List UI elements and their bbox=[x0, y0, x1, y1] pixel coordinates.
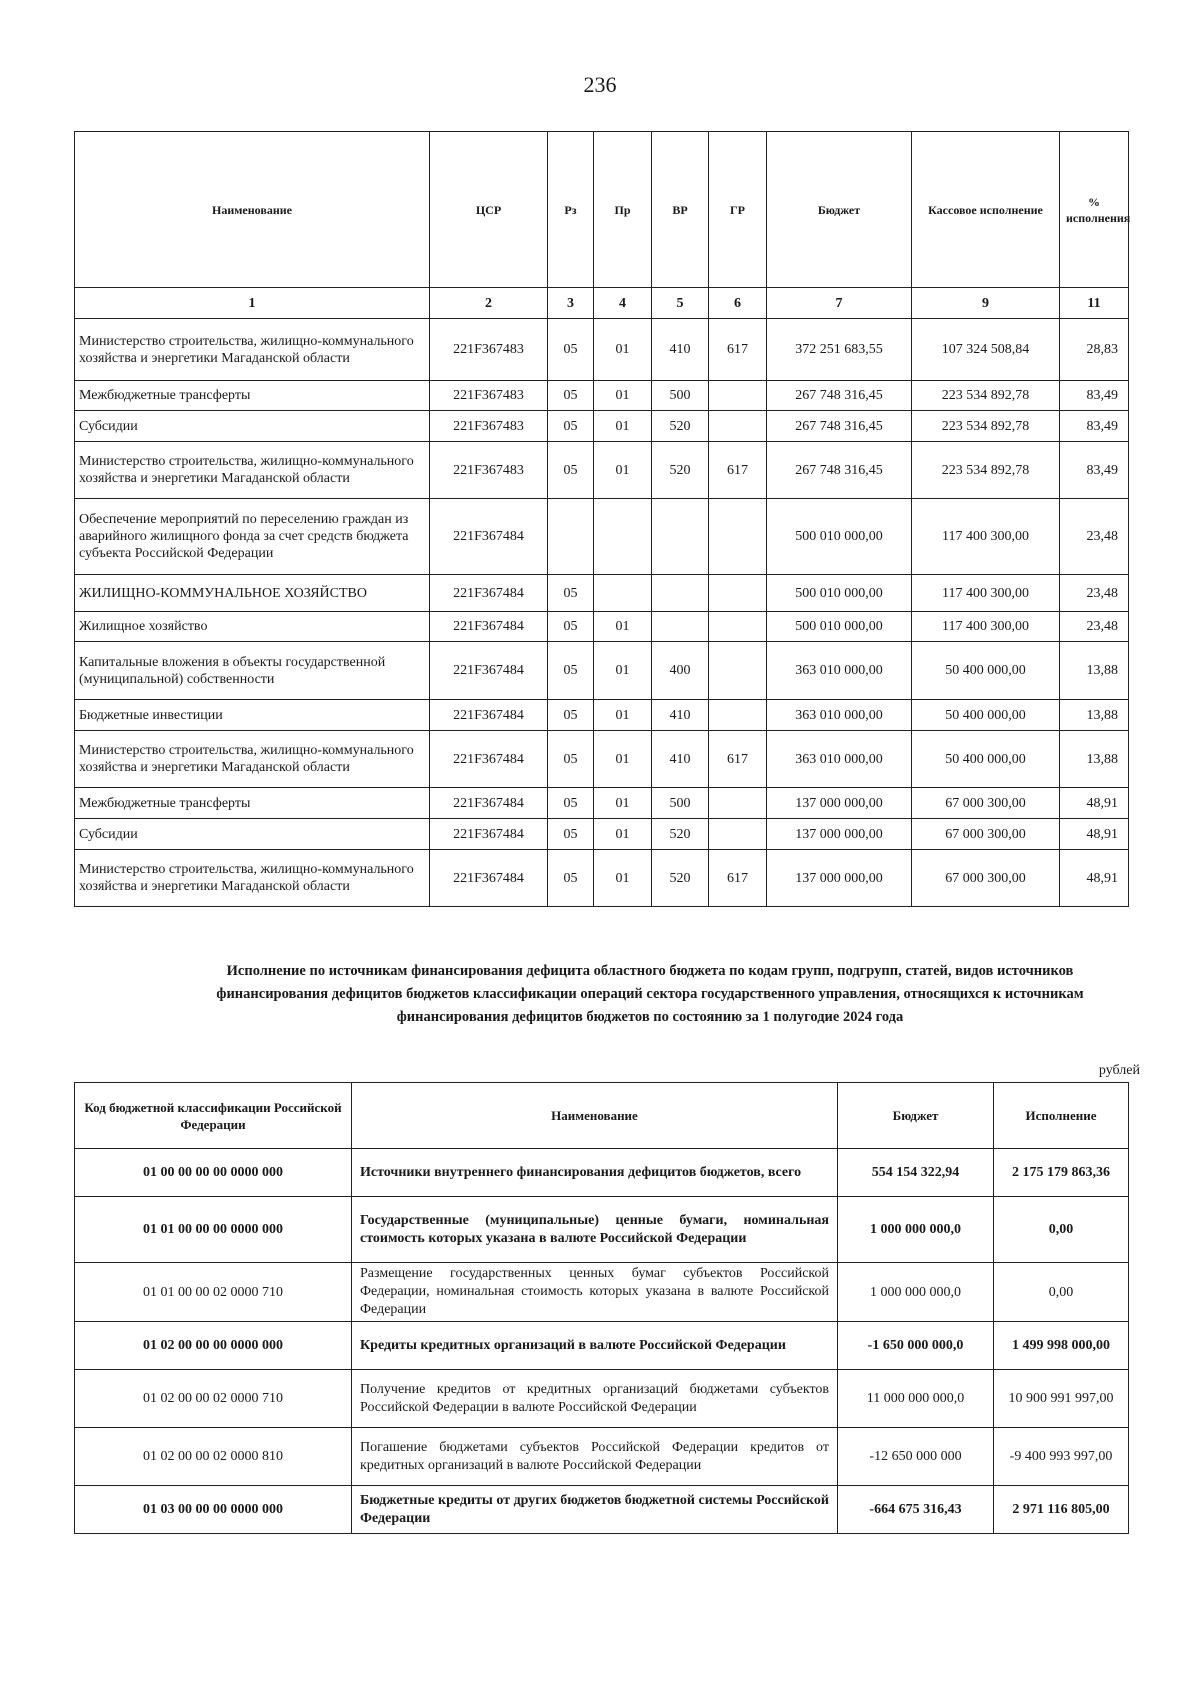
row-name: Жилищное хозяйство bbox=[75, 612, 430, 642]
row-csr: 221F367484 bbox=[430, 499, 548, 575]
row-percent: 48,91 bbox=[1060, 850, 1129, 907]
row-rz bbox=[548, 499, 594, 575]
row-cash: 117 400 300,00 bbox=[912, 499, 1060, 575]
row-percent: 13,88 bbox=[1060, 700, 1129, 731]
row-percent: 48,91 bbox=[1060, 788, 1129, 819]
header-code: Код бюджетной классификации Российской Федерации bbox=[75, 1083, 352, 1149]
row-gr bbox=[709, 411, 767, 442]
row-percent: 23,48 bbox=[1060, 575, 1129, 612]
row-cash: 67 000 300,00 bbox=[912, 850, 1060, 907]
page-number: 236 bbox=[583, 72, 617, 97]
header-gr: ГР bbox=[709, 132, 767, 288]
row-name: Межбюджетные трансферты bbox=[75, 788, 430, 819]
table-row bbox=[75, 1486, 1129, 1534]
row-budget: 363 010 000,00 bbox=[767, 642, 912, 700]
table-row bbox=[75, 642, 1129, 700]
column-number-row bbox=[75, 288, 1129, 319]
row-vr: 520 bbox=[652, 819, 709, 850]
header-pr: Пр bbox=[594, 132, 652, 288]
row-rz: 05 bbox=[548, 612, 594, 642]
row-budget: -12 650 000 000 bbox=[838, 1428, 994, 1486]
row-gr: 617 bbox=[709, 319, 767, 381]
column-number: 7 bbox=[767, 288, 912, 319]
row-code: 01 02 00 00 02 0000 810 bbox=[75, 1428, 352, 1486]
row-vr: 520 bbox=[652, 850, 709, 907]
row-csr: 221F367483 bbox=[430, 442, 548, 499]
row-budget: -664 675 316,43 bbox=[838, 1486, 994, 1534]
row-name: Межбюджетные трансферты bbox=[75, 381, 430, 411]
column-number: 1 bbox=[75, 288, 430, 319]
row-rz: 05 bbox=[548, 819, 594, 850]
row-rz: 05 bbox=[548, 319, 594, 381]
row-gr bbox=[709, 381, 767, 411]
row-budget: 267 748 316,45 bbox=[767, 411, 912, 442]
row-csr: 221F367484 bbox=[430, 700, 548, 731]
row-gr: 617 bbox=[709, 850, 767, 907]
table-row bbox=[75, 1263, 1129, 1322]
row-pr: 01 bbox=[594, 731, 652, 788]
row-budget: 1 000 000 000,0 bbox=[838, 1197, 994, 1263]
row-pr: 01 bbox=[594, 442, 652, 499]
row-gr bbox=[709, 612, 767, 642]
row-gr bbox=[709, 642, 767, 700]
row-cash: 67 000 300,00 bbox=[912, 788, 1060, 819]
row-budget: 267 748 316,45 bbox=[767, 381, 912, 411]
row-name: Государственные (муниципальные) ценные бумаги, номинальная стоимость которых указана в валюте Российской Федерации bbox=[352, 1197, 838, 1263]
row-vr: 400 bbox=[652, 642, 709, 700]
row-percent: 28,83 bbox=[1060, 319, 1129, 381]
row-rz: 05 bbox=[548, 411, 594, 442]
column-number: 5 bbox=[652, 288, 709, 319]
table-row bbox=[75, 575, 1129, 612]
row-pr: 01 bbox=[594, 381, 652, 411]
table-row bbox=[75, 612, 1129, 642]
row-budget: 363 010 000,00 bbox=[767, 700, 912, 731]
row-rz: 05 bbox=[548, 381, 594, 411]
row-gr: 617 bbox=[709, 442, 767, 499]
table-row bbox=[75, 1370, 1129, 1428]
row-vr bbox=[652, 499, 709, 575]
row-percent: 83,49 bbox=[1060, 442, 1129, 499]
row-gr bbox=[709, 788, 767, 819]
row-csr: 221F367483 bbox=[430, 319, 548, 381]
row-name: Субсидии bbox=[75, 819, 430, 850]
row-execution: 2 175 179 863,36 bbox=[994, 1149, 1129, 1197]
row-execution: 1 499 998 000,00 bbox=[994, 1322, 1129, 1370]
row-vr: 410 bbox=[652, 731, 709, 788]
row-csr: 221F367484 bbox=[430, 642, 548, 700]
row-gr bbox=[709, 700, 767, 731]
row-csr: 221F367484 bbox=[430, 850, 548, 907]
table-row bbox=[75, 1197, 1129, 1263]
row-budget: 137 000 000,00 bbox=[767, 850, 912, 907]
row-pr: 01 bbox=[594, 700, 652, 731]
row-budget: 137 000 000,00 bbox=[767, 788, 912, 819]
row-rz: 05 bbox=[548, 731, 594, 788]
row-name: Бюджетные инвестиции bbox=[75, 700, 430, 731]
header-name: Наименование bbox=[352, 1083, 838, 1149]
table-row bbox=[75, 700, 1129, 731]
table-row bbox=[75, 1149, 1129, 1197]
row-cash: 117 400 300,00 bbox=[912, 575, 1060, 612]
header-cash: Кассовое исполнение bbox=[912, 132, 1060, 288]
header-vr: ВР bbox=[652, 132, 709, 288]
table-row bbox=[75, 819, 1129, 850]
row-name: Источники внутреннего финансирования дефицитов бюджетов, всего bbox=[352, 1149, 838, 1197]
row-csr: 221F367483 bbox=[430, 411, 548, 442]
row-cash: 50 400 000,00 bbox=[912, 731, 1060, 788]
row-budget: 372 251 683,55 bbox=[767, 319, 912, 381]
row-name: Министерство строительства, жилищно-коммунального хозяйства и энергетики Магаданской области bbox=[75, 731, 430, 788]
row-budget: 554 154 322,94 bbox=[838, 1149, 994, 1197]
row-name: Министерство строительства, жилищно-коммунального хозяйства и энергетики Магаданской области bbox=[75, 319, 430, 381]
row-cash: 117 400 300,00 bbox=[912, 612, 1060, 642]
row-gr bbox=[709, 819, 767, 850]
row-pr: 01 bbox=[594, 850, 652, 907]
table-row bbox=[75, 1322, 1129, 1370]
row-execution: -9 400 993 997,00 bbox=[994, 1428, 1129, 1486]
sources-table bbox=[74, 1082, 1129, 1534]
row-gr: 617 bbox=[709, 731, 767, 788]
row-vr bbox=[652, 612, 709, 642]
row-name: Размещение государственных ценных бумаг субъектов Российской Федерации, номинальная стоимость которых указана в валюте Российской Федерации bbox=[352, 1263, 838, 1322]
row-budget: 137 000 000,00 bbox=[767, 819, 912, 850]
table-row bbox=[75, 381, 1129, 411]
table-row bbox=[75, 731, 1129, 788]
row-execution: 0,00 bbox=[994, 1197, 1129, 1263]
row-code: 01 01 00 00 02 0000 710 bbox=[75, 1263, 352, 1322]
row-cash: 223 534 892,78 bbox=[912, 411, 1060, 442]
header-rz: Рз bbox=[548, 132, 594, 288]
row-pr: 01 bbox=[594, 788, 652, 819]
row-percent: 13,88 bbox=[1060, 731, 1129, 788]
table-header-row bbox=[75, 132, 1129, 288]
row-name: Капитальные вложения в объекты государственной (муниципальной) собственности bbox=[75, 642, 430, 700]
table-header-row bbox=[75, 1083, 1129, 1149]
row-name: Кредиты кредитных организаций в валюте Российской Федерации bbox=[352, 1322, 838, 1370]
row-rz: 05 bbox=[548, 850, 594, 907]
table-row bbox=[75, 411, 1129, 442]
header-budget: Бюджет bbox=[838, 1083, 994, 1149]
column-number: 2 bbox=[430, 288, 548, 319]
row-vr: 410 bbox=[652, 700, 709, 731]
column-number: 3 bbox=[548, 288, 594, 319]
header-csr: ЦСР bbox=[430, 132, 548, 288]
row-rz: 05 bbox=[548, 700, 594, 731]
row-code: 01 03 00 00 00 0000 000 bbox=[75, 1486, 352, 1534]
row-rz: 05 bbox=[548, 442, 594, 499]
row-cash: 50 400 000,00 bbox=[912, 700, 1060, 731]
expenditure-table bbox=[74, 131, 1129, 907]
sources-section-title: Исполнение по источникам финансирования дефицита областного бюджета по кодам групп, подгрупп, статей, видов источников финансирования дефицитов бюджетов классификации операций сектора государственного управления, относящихся к источникам финансирования дефицитов бюджетов по состоянию за 1 полугодие 2024 года bbox=[216, 963, 1084, 1025]
column-number: 4 bbox=[594, 288, 652, 319]
column-number: 11 bbox=[1060, 288, 1129, 319]
row-cash: 107 324 508,84 bbox=[912, 319, 1060, 381]
header-name: Наименование bbox=[75, 132, 430, 288]
row-cash: 67 000 300,00 bbox=[912, 819, 1060, 850]
row-name: Субсидии bbox=[75, 411, 430, 442]
row-cash: 50 400 000,00 bbox=[912, 642, 1060, 700]
table-row bbox=[75, 850, 1129, 907]
row-pr bbox=[594, 575, 652, 612]
header-execution: Исполнение bbox=[994, 1083, 1129, 1149]
table-row bbox=[75, 319, 1129, 381]
row-name: Бюджетные кредиты от других бюджетов бюджетной системы Российской Федерации bbox=[352, 1486, 838, 1534]
row-budget: 500 010 000,00 bbox=[767, 499, 912, 575]
row-name: Министерство строительства, жилищно-коммунального хозяйства и энергетики Магаданской области bbox=[75, 442, 430, 499]
row-pr: 01 bbox=[594, 612, 652, 642]
row-name: ЖИЛИЩНО-КОММУНАЛЬНОЕ ХОЗЯЙСТВО bbox=[75, 575, 430, 612]
row-name: Получение кредитов от кредитных организаций бюджетами субъектов Российской Федерации в валюте Российской Федерации bbox=[352, 1370, 838, 1428]
table-row bbox=[75, 788, 1129, 819]
row-pr bbox=[594, 499, 652, 575]
header-budget: Бюджет bbox=[767, 132, 912, 288]
column-number: 9 bbox=[912, 288, 1060, 319]
row-budget: 267 748 316,45 bbox=[767, 442, 912, 499]
row-budget: 1 000 000 000,0 bbox=[838, 1263, 994, 1322]
row-budget: 500 010 000,00 bbox=[767, 575, 912, 612]
row-code: 01 00 00 00 00 0000 000 bbox=[75, 1149, 352, 1197]
row-code: 01 02 00 00 00 0000 000 bbox=[75, 1322, 352, 1370]
row-csr: 221F367484 bbox=[430, 612, 548, 642]
row-gr bbox=[709, 499, 767, 575]
row-vr: 500 bbox=[652, 788, 709, 819]
row-percent: 83,49 bbox=[1060, 411, 1129, 442]
row-code: 01 01 00 00 00 0000 000 bbox=[75, 1197, 352, 1263]
header-percent: % исполнения bbox=[1060, 132, 1129, 288]
row-vr: 410 bbox=[652, 319, 709, 381]
row-execution: 2 971 116 805,00 bbox=[994, 1486, 1129, 1534]
row-percent: 23,48 bbox=[1060, 612, 1129, 642]
row-budget: 363 010 000,00 bbox=[767, 731, 912, 788]
row-budget: 11 000 000 000,0 bbox=[838, 1370, 994, 1428]
table-row bbox=[75, 499, 1129, 575]
row-csr: 221F367484 bbox=[430, 819, 548, 850]
column-number: 6 bbox=[709, 288, 767, 319]
row-vr: 520 bbox=[652, 442, 709, 499]
row-csr: 221F367484 bbox=[430, 575, 548, 612]
row-pr: 01 bbox=[594, 642, 652, 700]
table-row bbox=[75, 1428, 1129, 1486]
row-vr: 520 bbox=[652, 411, 709, 442]
row-vr bbox=[652, 575, 709, 612]
currency-unit: рублей bbox=[1098, 1063, 1140, 1078]
row-rz: 05 bbox=[548, 788, 594, 819]
row-percent: 23,48 bbox=[1060, 499, 1129, 575]
row-execution: 0,00 bbox=[994, 1263, 1129, 1322]
row-execution: 10 900 991 997,00 bbox=[994, 1370, 1129, 1428]
row-name: Министерство строительства, жилищно-коммунального хозяйства и энергетики Магаданской области bbox=[75, 850, 430, 907]
row-name: Погашение бюджетами субъектов Российской Федерации кредитов от кредитных организаций в валюте Российской Федерации bbox=[352, 1428, 838, 1486]
row-pr: 01 bbox=[594, 819, 652, 850]
row-budget: 500 010 000,00 bbox=[767, 612, 912, 642]
row-vr: 500 bbox=[652, 381, 709, 411]
row-percent: 48,91 bbox=[1060, 819, 1129, 850]
row-code: 01 02 00 00 02 0000 710 bbox=[75, 1370, 352, 1428]
row-cash: 223 534 892,78 bbox=[912, 381, 1060, 411]
row-csr: 221F367484 bbox=[430, 788, 548, 819]
row-pr: 01 bbox=[594, 319, 652, 381]
row-rz: 05 bbox=[548, 575, 594, 612]
row-percent: 83,49 bbox=[1060, 381, 1129, 411]
table-row bbox=[75, 442, 1129, 499]
row-pr: 01 bbox=[594, 411, 652, 442]
row-cash: 223 534 892,78 bbox=[912, 442, 1060, 499]
row-percent: 13,88 bbox=[1060, 642, 1129, 700]
row-name: Обеспечение мероприятий по переселению граждан из аварийного жилищного фонда за счет средств бюджета субъекта Российской Федерации bbox=[75, 499, 430, 575]
row-rz: 05 bbox=[548, 642, 594, 700]
row-csr: 221F367483 bbox=[430, 381, 548, 411]
row-gr bbox=[709, 575, 767, 612]
row-budget: -1 650 000 000,0 bbox=[838, 1322, 994, 1370]
row-csr: 221F367484 bbox=[430, 731, 548, 788]
